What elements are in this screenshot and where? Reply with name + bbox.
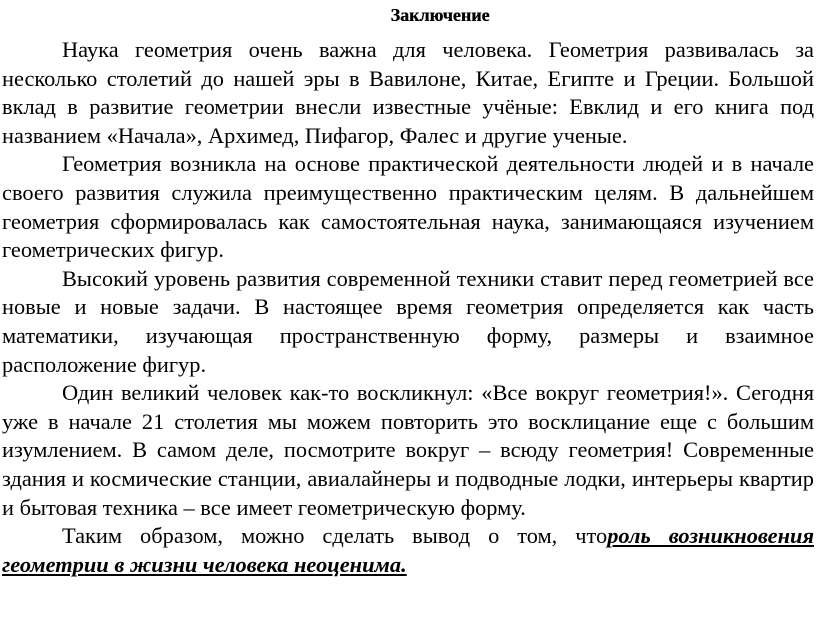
paragraph-geometry-importance: Наука геометрия очень важна для человека. Геометрия развивалась за несколько столетий до нашей эры в Вавилоне, Китае, Египте и Греции. Большой вклад в развитие геометрии внесли известные учёные: Евклид и его книга под названием «Начала», Архимед, Пифагор, Фалес и другие ученые. <box>2 37 814 148</box>
paragraph-everything-geometry: Один великий человек как-то воскликнул: «Все вокруг геометрия!». Сегодня уже в начале 21 столетия мы можем повторить это восклицание еще с большим изумлением. В самом деле, посмотрите вокруг – всюду геометрия! Современные здания и космические станции, авиалайнеры и подводные лодки, интерьеры квартир и бытовая техника – все имеет геометрическую форму. <box>2 380 814 520</box>
document-body <box>2 36 814 579</box>
paragraph-modern-technology: Высокий уровень развития современной техники ставит перед геометрией все новые и новые задачи. В настоящее время геометрия определяется как часть математики, изучающая пространственную форму, размеры и взаимное расположение фигур. <box>2 265 814 377</box>
paragraph-conclusion <box>2 522 814 579</box>
title-container <box>340 4 540 26</box>
document-title: Заключение <box>390 5 490 25</box>
conclusion-emphasis: роль возникновения геометрии в жизни человека неоценима. <box>2 523 814 577</box>
conclusion-lead: Таким образом, можно сделать вывод о том, что <box>62 523 608 549</box>
paragraph-geometry-origin: Геометрия возникла на основе практической деятельности людей и в начале своего развития служила преимущественно практическим целям. В дальнейшем геометрия сформировалась как самостоятельная наука, занимающаяся изучением геометрических фигур. <box>2 151 814 263</box>
